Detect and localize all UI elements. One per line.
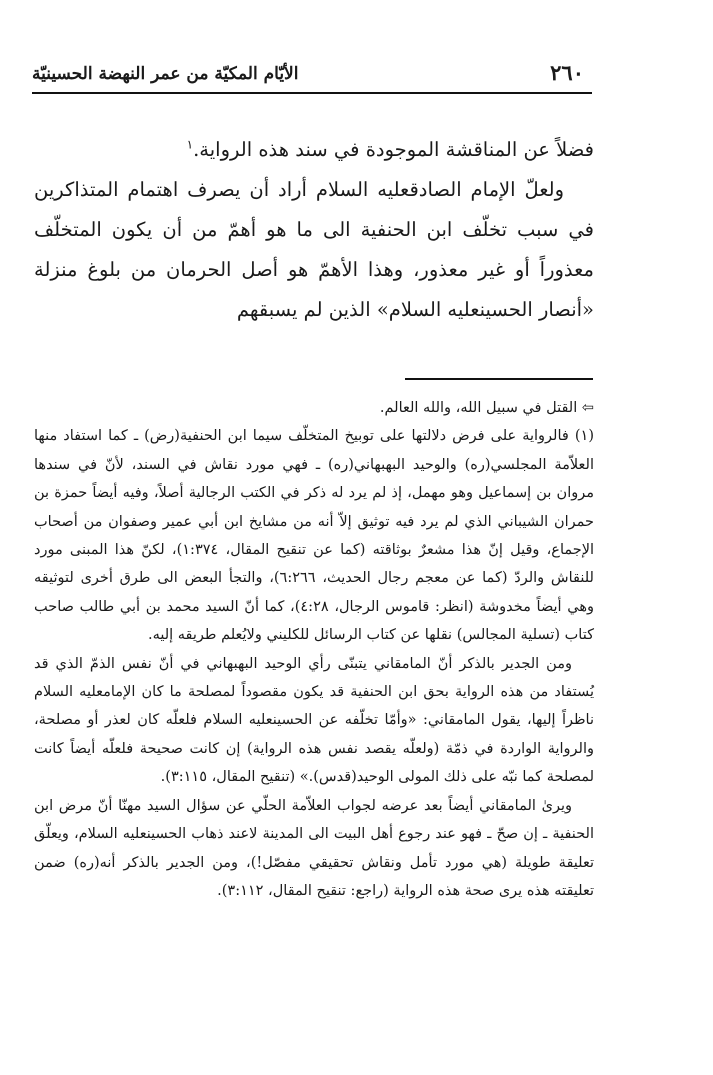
running-title: الأيّام المكيّة من عمر النهضة الحسينيّة bbox=[32, 64, 299, 84]
footnote-paragraph: ومن الجدير بالذكر أنّ المامقاني يتبنّى رأي الوحيد البهبهاني في أنّ نفس الذمّ الذي قد يُستفاد من هذه الرواية بحق ابن الحنفية قد يكون مقصوداً لمصلحة ما كان الإمامعليه السلام ناظراً إليها، يقول المامقاني: «وأمّا تخلّفه عن الحسينعليه السلام فلعلّه كان لعذر أو مصلحة، والرواية الواردة في ذمّة (ولعلّه يقصد نفس هذه الرواية) إن كانت صحيحة فلعلّه أيضاً كانت لمصلحة كما نبّه على ذلك المولى الوحيد(قدس).» (تنقيح المقال، ٣:١١٥). bbox=[34, 655, 594, 786]
body-paragraph: ولعلّ الإمام الصادقعليه السلام أراد أن يصرف اهتمام المتذاكرين في سبب تخلّف ابن الحنفية الى ما هو أهمّ من أن يكون المتخلّف معذوراً أو غير معذور، وهذا الأهمّ هو أصل الحرمان من بلوغ منزلة «أنصار الحسينعليه السلام» الذين لم يسبقهم bbox=[34, 178, 594, 321]
footnote-1: (١) فالرواية على فرض دلالتها على توبيخ المتخلّف سيما ابن الحنفية(رض) ـ كما استفاد منها العلاّمة المجلسي(ره) والوحيد البهبهاني(ره) ـ فهي مورد نقاش في السند، لأنّ في سندها مروان بن إسماعيل وهو مهمل، إذ لم يرد له ذكر في الكتب الرجالية أصلاً، وفيه أيضاً حمزة بن حمران الشيباني الذي لم يرد فيه توثيق إلاّ أنه من مشايخ ابن أبي عمير وصفوان من أصحاب الإجماع، وقيل إنّ هذا مشعرٌ بوثاقته (كما عن تنقيح المقال، ١:٣٧٤)، لكنّ هذا المبنى مورد للنقاش والردّ (كما عن معجم رجال الحديث، ٦:٢٦٦)، والتجأ البعض الى طرق أخرى لتوثيقه وهي أيضاً مخدوشة (انظر: قاموس الرجال، ٤:٢٨)، كما أنّ السيد محمد بن أبي طالب صاحب كتاب (تسلية المجالس) نقلها عن كتاب الرسائل للكليني ولايُعلم طريقه إليه. bbox=[34, 428, 595, 644]
page-number: ٢٦٠ bbox=[550, 60, 584, 85]
footnotes bbox=[34, 394, 594, 905]
continuation-text: القتل في سبيل الله، والله العالم. bbox=[379, 400, 578, 416]
footnote-paragraph: ويرىٰ المامقاني أيضاً بعد عرضه لجواب العلاّمة الحلّي عن سؤال السيد مهنّا أنّ مرض ابن الحنفية ـ إن صحّ ـ فهو عند رجوع أهل البيت الى المدينة لاعند ذهاب الحسينعليه السلام، ويعلّق تعليقة طويلة (هي مورد تأمل ونقاش تحقيقي مفصّل!)، ومن الجدير بالذكر أنه(ره) ضمن تعليقته هذه يرى صحة هذه الرواية (راجع: تنقيح المقال، ٣:١١٢). bbox=[34, 797, 594, 899]
main-text bbox=[34, 130, 594, 330]
footnote-divider bbox=[405, 378, 593, 380]
footnote-continuation bbox=[34, 394, 594, 422]
page-header bbox=[32, 58, 592, 94]
footnote-marker: ١ bbox=[186, 137, 194, 152]
continuation-arrow-icon: ⇦ bbox=[581, 400, 594, 416]
body-paragraph bbox=[34, 130, 594, 170]
body-paragraph-text: فضلاً عن المناقشة الموجودة في سند هذه الرواية. bbox=[193, 138, 594, 161]
